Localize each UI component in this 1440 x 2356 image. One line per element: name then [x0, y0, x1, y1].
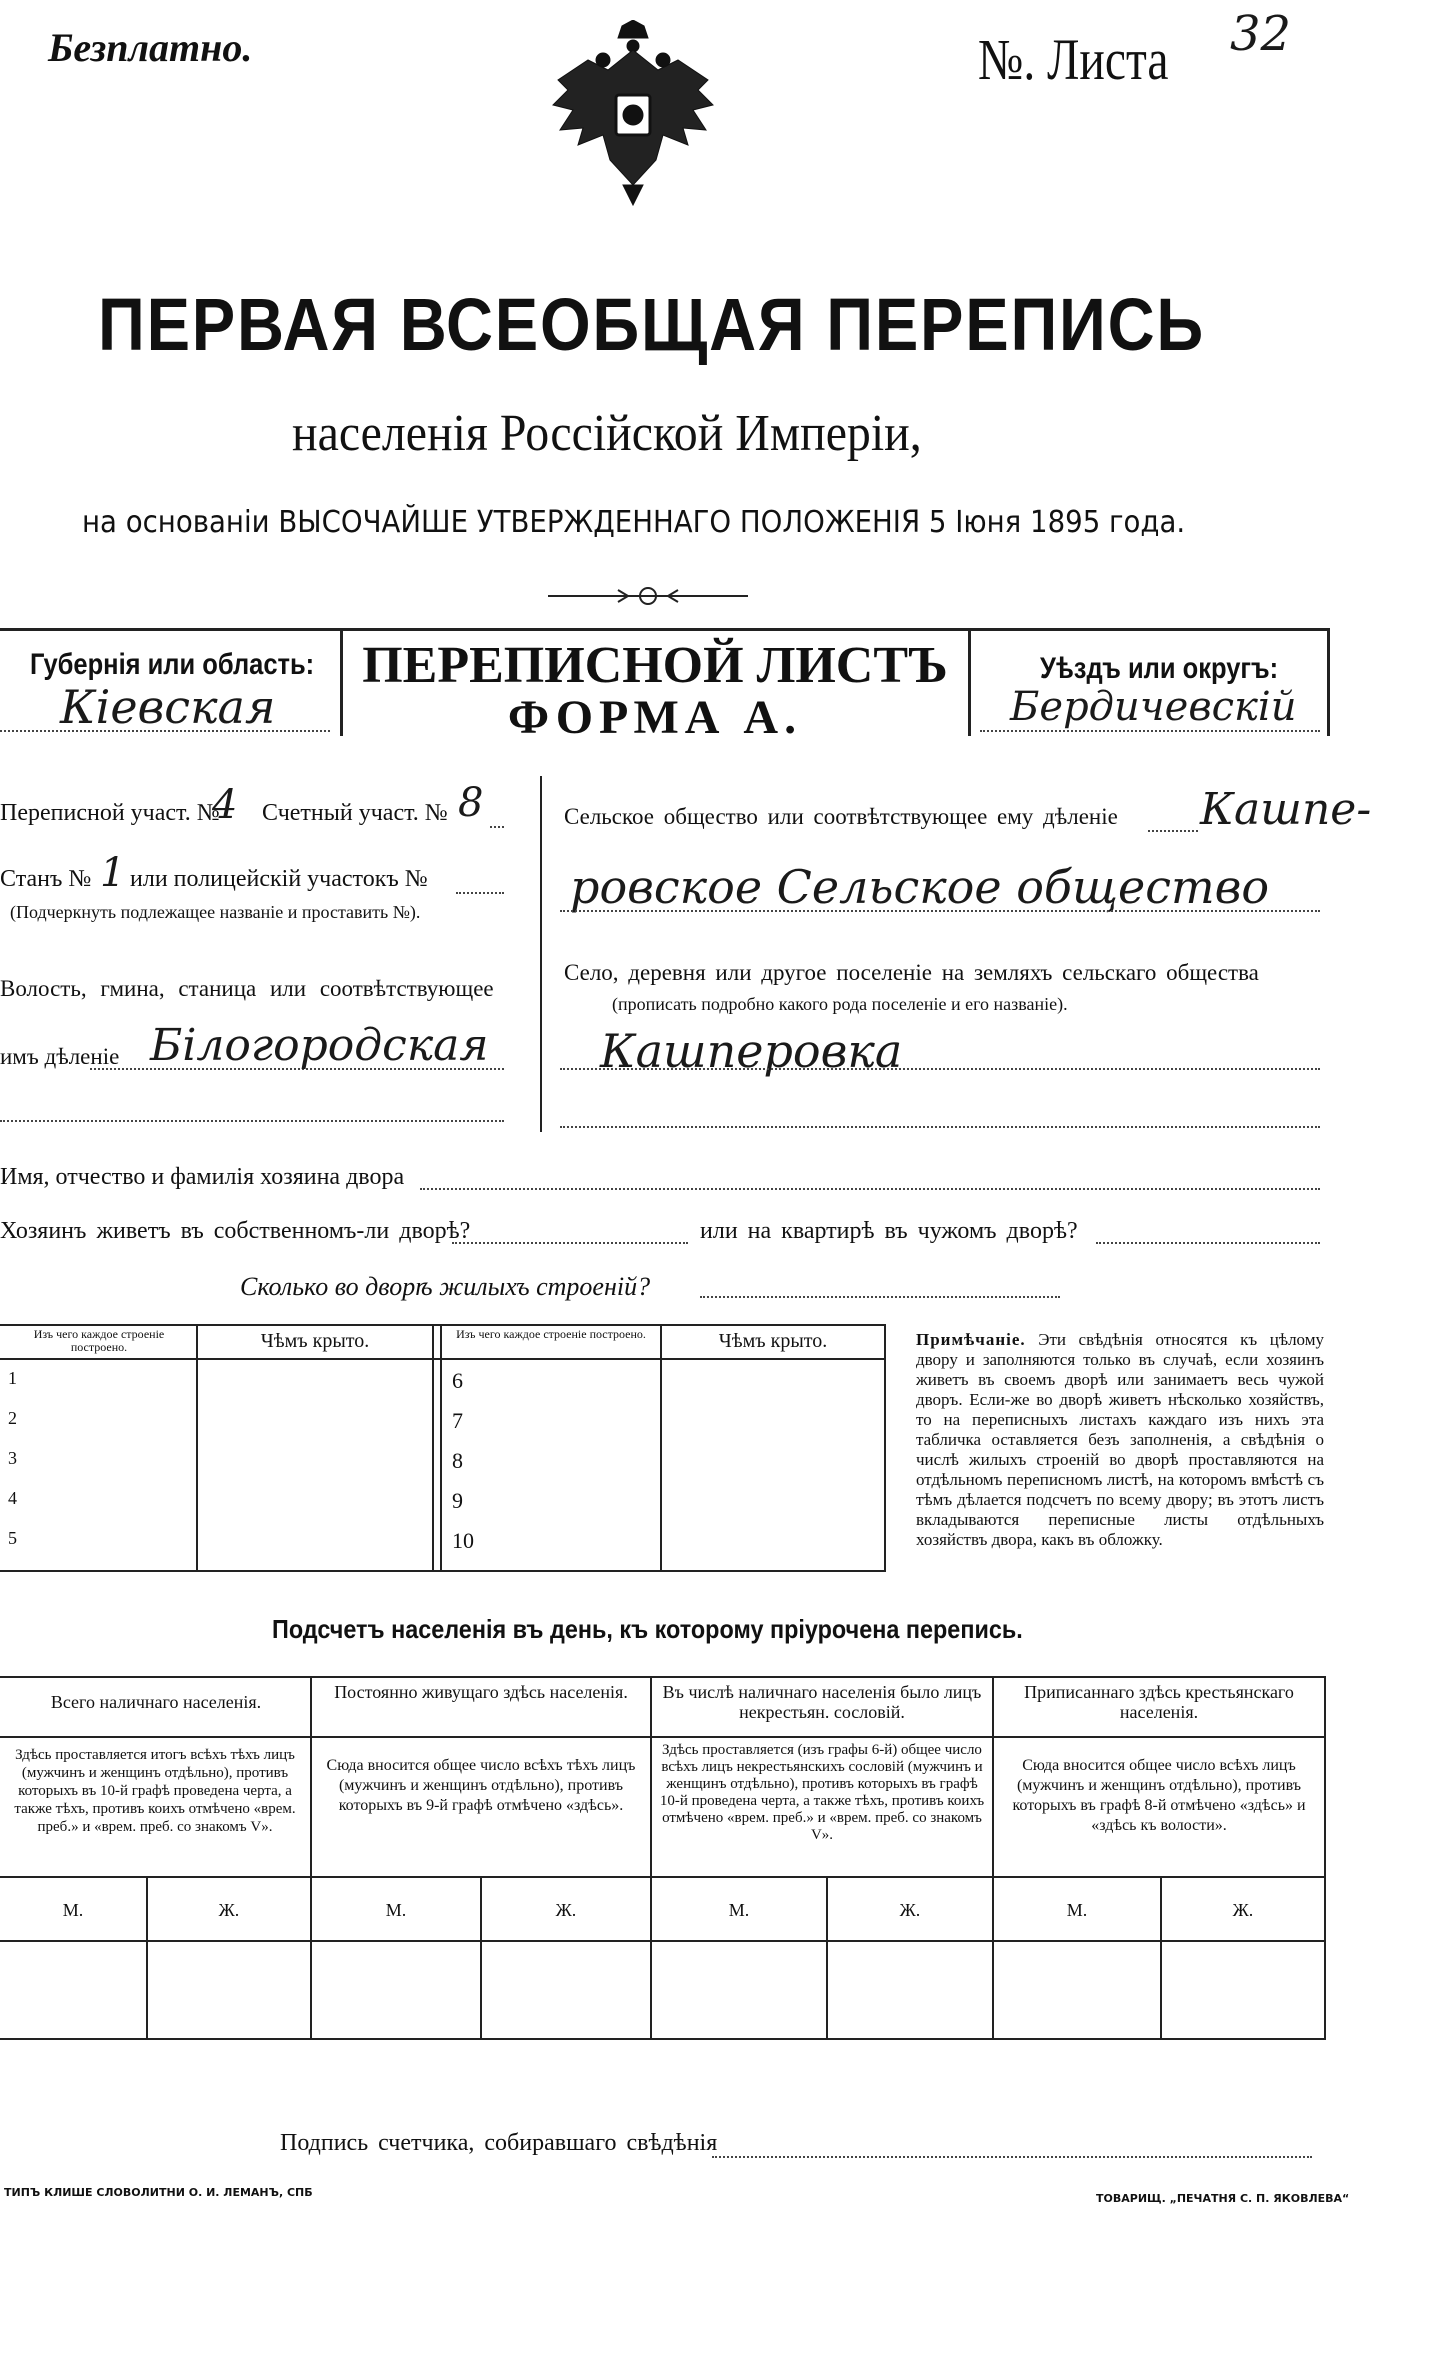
eagle-emblem-icon: [548, 20, 718, 210]
census-basis: на основаніи ВЫСОЧАЙШЕ УТВЕРЖДЕННАГО ПОЛОЖЕНІЯ 5 Іюня 1895 года.: [82, 505, 1186, 540]
village-note: (прописать подробно какого рода поселеніе и его названіе).: [612, 994, 1068, 1014]
society-value-line2: ровское Сельское общество: [570, 860, 1270, 914]
district-value: Бердичевскій: [1010, 684, 1297, 730]
pop-col2-title: Постоянно живущаго здѣсь населенія.: [334, 1682, 628, 1702]
signature-label: Подпись счетчика, собиравшаго свѣдѣнія: [280, 2130, 718, 2156]
male-header: М.: [385, 1900, 407, 1920]
roof-header-left: Чѣмъ крыто.: [260, 1330, 370, 1352]
row-number: 6: [452, 1368, 463, 1393]
census-title: ПЕРВАЯ ВСЕОБЩАЯ ПЕРЕПИСЬ: [98, 283, 1205, 366]
buildings-table: [0, 1324, 886, 1574]
count-district-value: 8: [458, 780, 484, 826]
police-label: или полицейскій участокъ №: [130, 866, 428, 892]
roof-header-right: Чѣмъ крыто.: [718, 1330, 828, 1352]
female-header: Ж.: [555, 1900, 577, 1920]
note-block: [916, 1330, 1324, 1550]
division-label: имъ дѣленіе: [0, 1044, 120, 1069]
province-label: Губернія или область:: [30, 648, 315, 681]
volost-label: Волость, гмина, станица или соотвѣтствующее: [0, 976, 494, 1001]
sheet-number-label: №. Листа: [978, 27, 1169, 92]
pop-col4-title: Приписаннаго здѣсь крестьянскаго населенія.: [1024, 1682, 1294, 1722]
row-number: 8: [452, 1448, 463, 1473]
pop-col4-instruction: Сюда вносится общее число всѣхъ лицъ (мужчинъ и женщинъ отдѣльно), противъ которыхъ въ графѣ 8-й отмѣчено «здѣсь» и «здѣсь къ волости».: [1012, 1757, 1306, 1834]
pop-col3-instruction: Здѣсь проставляется (изъ графы 6-й) общее число всѣхъ лицъ некрестьянскихъ сословій (мужчинъ и женщинъ отдѣльно), противъ которыхъ въ графѣ 10-й проведена черта, а также тѣхъ, противъ коихъ отмѣчено «врем. преб.» и «врем. преб. со знакомъ V».: [659, 1742, 985, 1843]
row-number: 9: [452, 1488, 463, 1513]
ornament-divider: [548, 584, 748, 608]
male-header: М.: [728, 1900, 750, 1920]
row-number: 4: [8, 1488, 17, 1508]
row-number: 2: [8, 1408, 17, 1428]
district-label: Уѣздъ или округъ:: [1040, 652, 1279, 685]
row-number: 3: [8, 1448, 17, 1468]
census-district-value: 4: [212, 782, 238, 828]
row-number: 1: [8, 1368, 17, 1388]
footer-printer-left: ТИПЪ КЛИШЕ СЛОВОЛИТНИ О. И. ЛЕМАНЪ, СПБ: [4, 2186, 313, 2199]
material-header-left: Изъ чего каждое строеніе построено.: [33, 1327, 165, 1354]
buildings-label: Сколько во дворѣ жилыхъ строеній?: [240, 1272, 651, 1301]
male-header: М.: [62, 1900, 84, 1920]
female-header: Ж.: [899, 1900, 921, 1920]
volost-value: Білогородская: [150, 1020, 489, 1071]
village-label: Село, деревня или другое поселеніе на земляхъ сельскаго общества: [564, 960, 1259, 985]
census-district-label: Переписной участ. №: [0, 800, 220, 826]
village-value: Кашперовка: [600, 1024, 903, 1078]
underline-note: (Подчеркнуть подлежащее названіе и проставить №).: [10, 902, 421, 922]
count-district-label: Счетный участ. №: [262, 800, 448, 826]
female-header: Ж.: [1232, 1900, 1254, 1920]
population-heading: Подсчетъ населенія въ день, къ которому пріурочена перепись.: [272, 1614, 1023, 1644]
pop-col2-instruction: Сюда вносится общее число всѣхъ тѣхъ лицъ (мужчинъ и женщинъ отдѣльно), противъ которыхъ въ 9-й графѣ отмѣчено «здѣсь».: [326, 1757, 636, 1814]
male-header: М.: [1066, 1900, 1088, 1920]
row-number: 5: [8, 1528, 17, 1548]
population-table: [0, 1676, 1326, 2042]
pop-col3-title: Въ числѣ наличнаго населенія было лицъ некрестьян. сословій.: [662, 1682, 982, 1722]
pop-col1-title: Всего наличнаго населенія.: [50, 1692, 262, 1712]
female-header: Ж.: [218, 1900, 240, 1920]
note-heading: Примѣчаніе.: [916, 1330, 1026, 1349]
society-value-line1: Кашпе-: [1200, 784, 1372, 835]
pop-col1-instruction: Здѣсь проставляется итогъ всѣхъ тѣхъ лицъ (мужчинъ и женщинъ отдѣльно), противъ которыхъ въ 10-й графѣ проведена черта, а также тѣхъ, противъ коихъ отмѣчено «врем. преб.» и «врем. преб. со знакомъ V».: [14, 1747, 296, 1835]
own-yard-label: Хозяинъ живетъ въ собственномъ-ли дворѣ?: [0, 1218, 471, 1244]
row-number: 10: [452, 1528, 474, 1553]
form-subtitle: ФОРМА А.: [507, 691, 803, 744]
free-label: Безплатно.: [48, 25, 253, 70]
sheet-number-value: 32: [1230, 6, 1292, 62]
province-value: Кіевская: [60, 680, 276, 734]
camp-value: 1: [100, 850, 126, 896]
camp-label: Станъ №: [0, 866, 92, 892]
row-number: 7: [452, 1408, 463, 1433]
owner-name-label: Имя, отчество и фамилія хозяина двора: [0, 1164, 405, 1190]
note-text: Эти свѣдѣнія относятся къ цѣлому двору и заполняются только въ случаѣ, если хозяинъ живетъ въ своемъ дворѣ или занимаетъ весь чужой дворъ. Если-же во дворѣ живетъ нѣсколько хозяйствъ, то на переписныхъ листахъ каждаго изъ нихъ эта табличка оставляется безъ заполненія, а свѣдѣнія о числѣ жилыхъ строеній во дворѣ проставляются на отдѣльномъ переписномъ листѣ, на которомъ вмѣстѣ съ тѣмъ дѣлается подсчетъ по всему двору; въ этотъ листъ вкладываются переписные листы отдѣльныхъ хозяйствъ двора, какъ въ обложку.: [916, 1330, 1324, 1549]
society-label: Сельское общество или соотвѣтствующее ему дѣленіе: [564, 804, 1118, 829]
material-header-right: Изъ чего каждое строеніе построено.: [456, 1327, 646, 1341]
form-title: ПЕРЕПИСНОЙ ЛИСТЪ: [362, 637, 948, 694]
footer-printer-right: ТОВАРИЩ. „ПЕЧАТНЯ С. П. ЯКОВЛЕВА“: [1096, 2192, 1350, 2205]
census-subtitle: населенія Россійской Имперіи,: [292, 405, 922, 462]
rent-label: или на квартирѣ въ чужомъ дворѣ?: [700, 1218, 1078, 1244]
